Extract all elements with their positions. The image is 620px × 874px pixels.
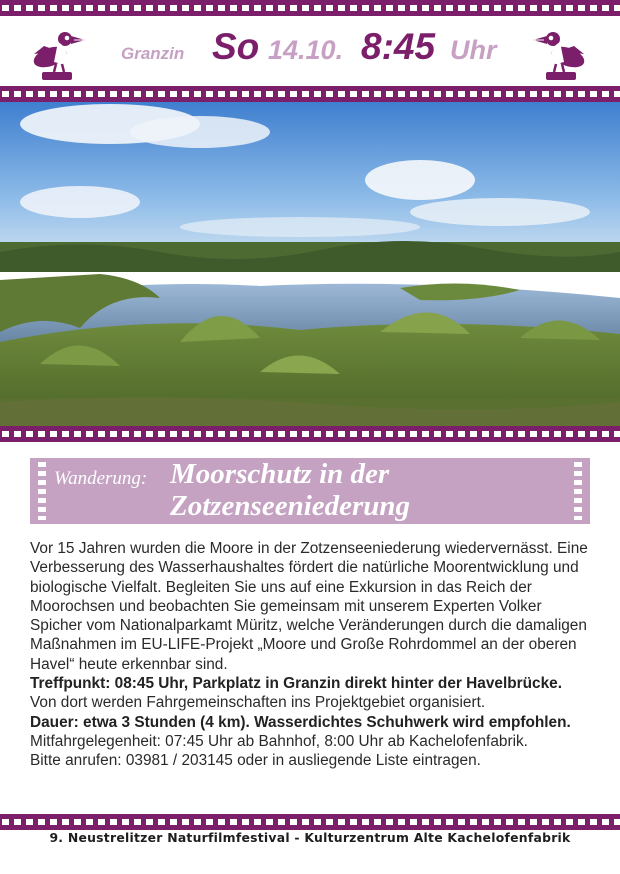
weekday: So <box>212 26 260 67</box>
carpool-note: Von dort werden Fahrgemeinschaften ins Projektgebiet organisiert. <box>30 694 486 712</box>
film-perforation-left <box>38 462 46 520</box>
meeting-point: Treffpunkt: 08:45 Uhr, Parkplatz in Granzin direkt hinter der Havelbrücke. <box>30 675 562 693</box>
festival-footer: 9. Neustrelitzer Naturfilmfestival - Kulturzentrum Alte Kachelofenfabrik <box>49 830 571 845</box>
event-title-line2: Zotzenseeniederung <box>170 490 411 522</box>
puffin-bird-icon <box>530 24 590 84</box>
event-title-box <box>30 458 590 524</box>
description-paragraph: Vor 15 Jahren wurden die Moore in der Zotzenseeniederung wiedervernässt. Eine Verbesserung des Wasserhaushaltes fördert die natürliche Moorentwicklung und biologische Vielfalt. Begleiten Sie uns auf eine Exkursion in das Reich der Moorochsen und beobachten Sie gemeinsam mit unserem Experten Volker Spicher vom Nationalparkamt Müritz, welche Veränderungen durch die damaligen Maßnahmen im EU-LIFE-Projekt „Moore und Große Rohrdommel an der oberen Havel“ heute erkennbar sind. <box>30 540 588 673</box>
film-strip-upper <box>0 86 620 102</box>
film-perforation-right <box>574 462 582 520</box>
event-description <box>30 539 590 771</box>
ride-info: Mitfahrgelegenheit: 07:45 Uhr ab Bahnhof, 8:00 Uhr ab Kachelofenfabrik. <box>30 732 528 750</box>
film-strip-top <box>0 0 620 16</box>
puffin-bird-icon <box>28 24 88 84</box>
time-unit: Uhr <box>450 35 497 65</box>
event-header <box>0 16 620 86</box>
call-info: Bitte anrufen: 03981 / 203145 oder in ausliegende Liste eintragen. <box>30 752 481 770</box>
event-type: Wanderung: <box>54 468 148 489</box>
event-date: 14.10. <box>268 35 344 65</box>
film-strip-lower <box>0 426 620 442</box>
duration-note: Dauer: etwa 3 Stunden (4 km). Wasserdichtes Schuhwerk wird empfohlen. <box>30 713 571 731</box>
location: Granzin <box>121 44 185 63</box>
film-strip-bottom <box>0 814 620 830</box>
event-time: 8:45 <box>361 26 436 67</box>
moor-landscape-photo <box>0 102 620 426</box>
event-title-line1: Moorschutz in der <box>170 458 390 490</box>
